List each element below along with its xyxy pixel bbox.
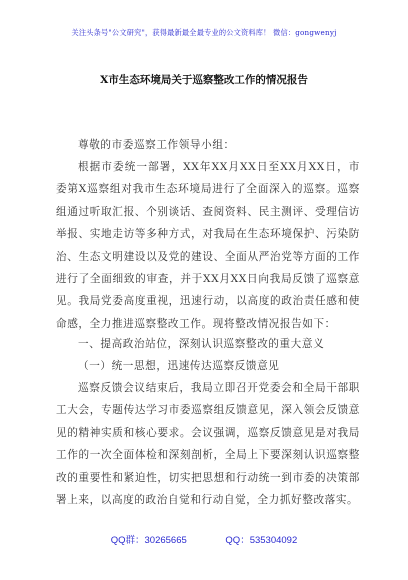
footer-contact	[0, 532, 408, 546]
paragraph-body: 巡察反馈会议结束后，我局立即召开党委会和全局干部职工大会，专题传达学习市委巡察组反馈意见，深入领会反馈意见的精神实质和核心要求。会议强调，巡察反馈意见是对我局工作的一次全面体检和深刻剖析，全局上下要深刻认识巡察整改的重要性和紧迫性，切实把思想和行动统一到市委的决策部署上来，以高度的政治自觉和行动自觉，全力抓好整改落实。	[56, 382, 360, 507]
paragraph-intro: 根据市委统一部署，XX年XX月XX日至XX月XX日，市委第X巡察组对我市生态环境局进行了全面深入的巡察。巡察组通过听取汇报、个别谈话、查阅资料、民主测评、受理信访举报、实地走访等多种方式，对我局在生态环境保护、污染防治、生态文明建设以及党的建设、全面从严治党等方面的工作进行了全面细致的审查，并于XX月XX日向我局反馈了巡察意见。我局党委高度重视，迅速行动，以高度的政治责任感和使命感，全力推进巡察整改工作。现将整改情况报告如下：	[56, 161, 360, 330]
subsection-heading: （一）统一思想，迅速传达巡察反馈意见	[78, 360, 280, 372]
footer-qq-group: QQ群：30265665	[110, 535, 187, 546]
footer-qq-number: QQ：535304092	[225, 535, 298, 546]
salutation: 尊敬的市委巡察工作领导小组：	[78, 139, 235, 151]
section-heading: 一、提高政治站位，深刻认识巡察整改的重大意义	[78, 338, 325, 350]
header-note: 关注头条号"公文研究"，获得最新最全最专业的公文资料库！ 微信：gongwenyj	[71, 28, 337, 37]
document-title: X市生态环境局关于巡察整改工作的情况报告	[100, 74, 308, 86]
